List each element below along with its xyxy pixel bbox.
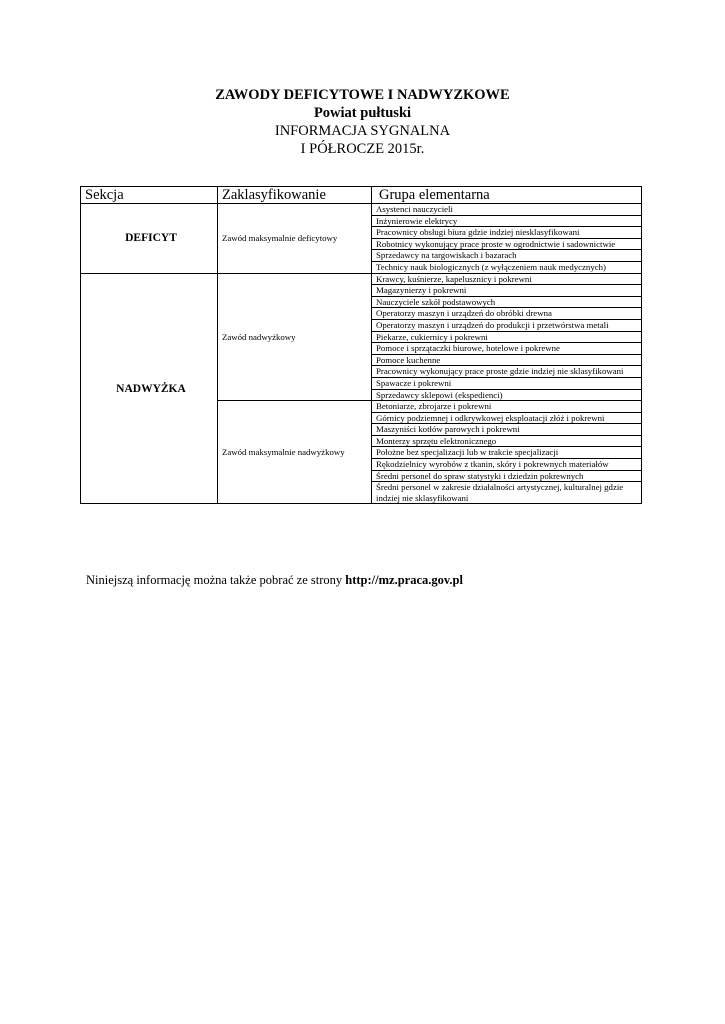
group-cell: Operatorzy maszyn i urządzeń do produkcji i przetwórstwa metali — [372, 319, 642, 331]
group-cell: Pomoce i sprzątaczki biurowe, hotelowe i pokrewne — [372, 343, 642, 355]
group-cell: Piekarze, cukiernicy i pokrewni — [372, 331, 642, 343]
group-cell: Średni personel do spraw statystyki i dziedzin pokrewnych — [372, 470, 642, 482]
group-cell: Inżynierowie elektrycy — [372, 215, 642, 227]
classification-label: Zawód maksymalnie nadwyżkowy — [218, 401, 372, 504]
group-cell: Robotnicy wykonujący prace proste w ogrodnictwie i sadownictwie — [372, 238, 642, 250]
footer-text: Niniejszą informację można także pobrać ze strony — [86, 573, 346, 587]
group-cell: Pracownicy obsługi biura gdzie indziej niesklasyfikowani — [372, 227, 642, 239]
document-info: INFORMACJA SYGNALNA — [274, 123, 451, 139]
group-cell: Sprzedawcy na targowiskach i bazarach — [372, 250, 642, 262]
header-section: Sekcja — [81, 187, 218, 204]
group-cell: Asystenci nauczycieli — [372, 204, 642, 216]
document-header — [0, 86, 725, 158]
footer-note — [86, 573, 463, 588]
header-group: Grupa elementarna — [372, 187, 642, 204]
group-cell: Pomoce kuchenne — [372, 354, 642, 366]
classification-label: Zawód maksymalnie deficytowy — [218, 204, 372, 274]
group-cell: Pracownicy wykonujący prace proste gdzie indziej nie sklasyfikowani — [372, 366, 642, 378]
document-subtitle: Powiat pułtuski — [313, 105, 412, 121]
document-period: I PÓŁROCZE 2015r. — [300, 141, 425, 157]
table-row — [81, 273, 642, 285]
group-cell: Spawacze i pokrewni — [372, 377, 642, 389]
classification-label: Zawód nadwyżkowy — [218, 273, 372, 401]
header-classification: Zaklasyfikowanie — [218, 187, 372, 204]
section-label: NADWYŻKA — [81, 273, 218, 504]
group-cell: Maszyniści kotłów parowych i pokrewni — [372, 424, 642, 436]
footer-link[interactable]: http://mz.praca.gov.pl — [345, 573, 463, 587]
occupations-table — [80, 186, 642, 504]
group-cell: Górnicy podziemnej i odkrywkowej eksploatacji złóż i pokrewni — [372, 412, 642, 424]
group-cell: Krawcy, kuśnierze, kapelusznicy i pokrewni — [372, 273, 642, 285]
group-cell: Monterzy sprzętu elektronicznego — [372, 435, 642, 447]
group-cell: Magazynierzy i pokrewni — [372, 285, 642, 297]
table-body — [81, 204, 642, 504]
table-row — [81, 204, 642, 216]
group-cell: Nauczyciele szkół podstawowych — [372, 296, 642, 308]
group-cell: Operatorzy maszyn i urządzeń do obróbki drewna — [372, 308, 642, 320]
group-cell: Sprzedawcy sklepowi (ekspedienci) — [372, 389, 642, 401]
section-label: DEFICYT — [81, 204, 218, 274]
group-cell: Betoniarze, zbrojarze i pokrewni — [372, 401, 642, 413]
table-header-row — [81, 187, 642, 204]
group-cell: Położne bez specjalizacji lub w trakcie specjalizacji — [372, 447, 642, 459]
group-cell: Technicy nauk biologicznych (z wyłączeniem nauk medycznych) — [372, 261, 642, 273]
group-cell: Rękodzielnicy wyrobów z tkanin, skóry i pokrewnych materiałów — [372, 459, 642, 471]
document-title: ZAWODY DEFICYTOWE I NADWYZKOWE — [215, 87, 510, 103]
group-cell: Średni personel w zakresie działalności artystycznej, kulturalnej gdzie indziej nie sklasyfikowani — [372, 482, 642, 504]
